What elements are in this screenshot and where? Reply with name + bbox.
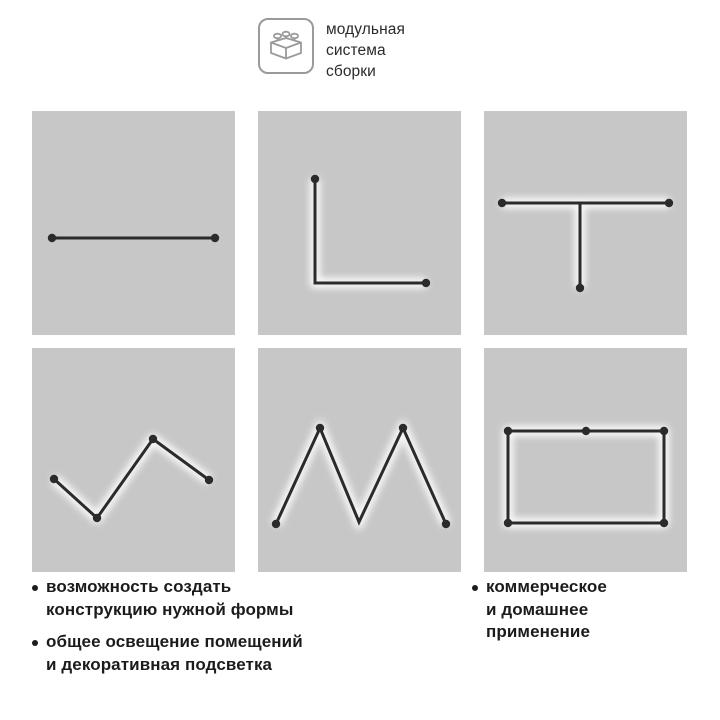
tile-line-t-shape [484, 111, 687, 335]
header-title-line-2: система [326, 41, 386, 59]
bullet-line-2: и домашнее [486, 599, 589, 619]
bullet-dot-icon [32, 640, 38, 646]
header-title-line-3: сборки [326, 62, 376, 80]
bullets-column-left [32, 576, 472, 686]
bullet-text [46, 576, 293, 621]
tile-line-straight [32, 111, 235, 335]
bullet-line-1: общее освещение помещений [46, 632, 303, 652]
header [258, 18, 405, 83]
tile-line-rectangle [484, 348, 687, 572]
header-title-line-1: модульная [326, 21, 405, 38]
bullet-text [46, 631, 303, 676]
header-title [326, 18, 405, 83]
tile-line-l-shape [258, 111, 461, 335]
bullet-dot-icon [472, 585, 478, 591]
bullet-text [486, 576, 607, 644]
lego-brick-icon [258, 18, 314, 74]
list-item [472, 576, 688, 644]
bullet-dot-icon [32, 585, 38, 591]
bullet-line-2: конструкцию нужной формы [46, 599, 294, 619]
shape-grid [32, 111, 688, 572]
bullet-line-1: возможность создать [46, 577, 232, 596]
bullet-line-1: коммерческое [486, 577, 607, 596]
bullet-line-2: и декоративная подсветка [46, 654, 273, 674]
list-item [32, 576, 472, 621]
tile-line-m-shape [258, 348, 461, 572]
bullets-column-right [472, 576, 688, 654]
list-item [32, 631, 472, 676]
tile-line-zigzag-low [32, 348, 235, 572]
feature-bullets [32, 576, 688, 686]
bullet-line-3: применение [486, 622, 591, 642]
